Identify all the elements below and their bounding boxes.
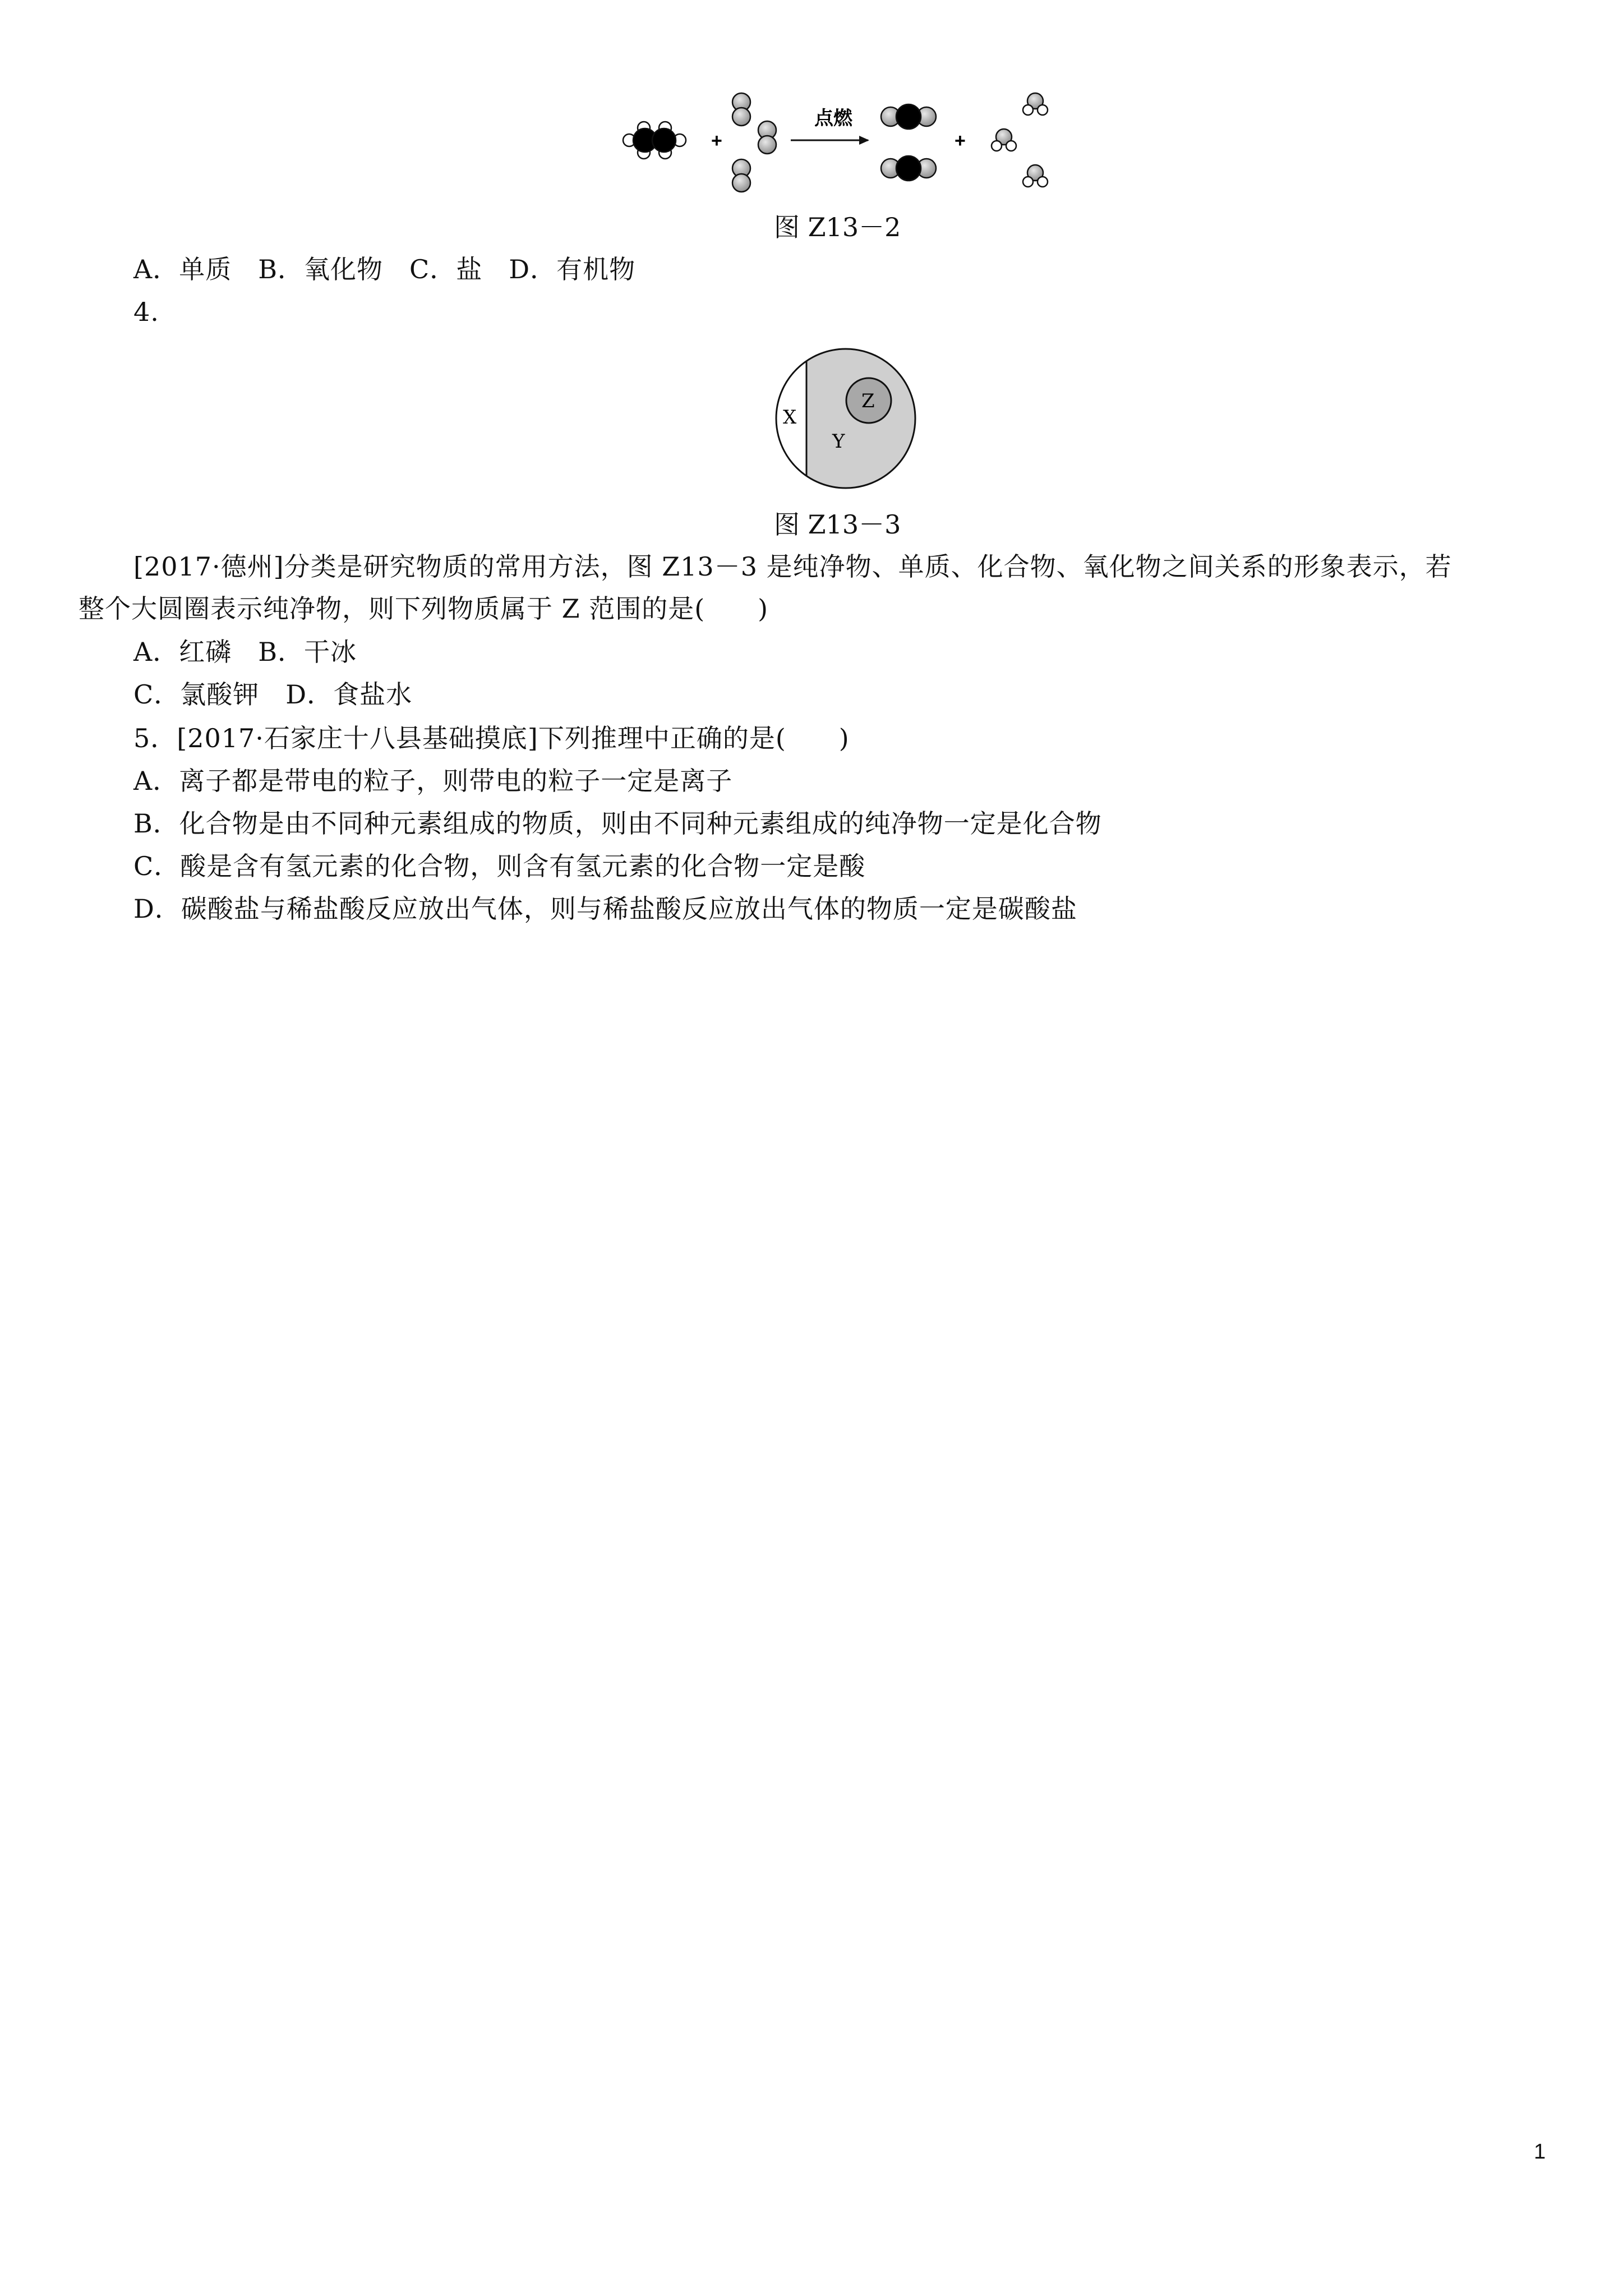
q4-options-line-2: C．氯酸钾 D．食盐水 [133, 679, 413, 710]
product-molecule-2 [992, 93, 1048, 187]
product-molecule-1 [881, 104, 936, 181]
set-diagram [769, 342, 922, 495]
q4-number: 4. [133, 297, 159, 327]
label-y: Y [832, 430, 845, 453]
figure-caption-z13-3: 图 Z13－3 [774, 509, 901, 540]
label-x: X [783, 406, 797, 429]
q5-stem: 5．[2017·石家庄十八县基础摸底]下列推理中正确的是( ) [133, 723, 850, 753]
q5-option-d: D．碳酸盐与稀盐酸反应放出气体，则与稀盐酸反应放出气体的物质一定是碳酸盐 [133, 894, 1077, 924]
q3-options: A．单质 B．氧化物 C．盐 D．有机物 [133, 254, 636, 284]
plus-sign-1: + [711, 130, 722, 151]
reactant-molecule-2 [732, 93, 776, 192]
label-z: Z [861, 390, 875, 412]
q5-option-a: A．离子都是带电的粒子，则带电的粒子一定是离子 [133, 766, 733, 796]
arrow-label: 点燃 [814, 107, 852, 130]
page-number: 1 [1534, 2140, 1546, 2164]
q5-option-b: B．化合物是由不同种元素组成的物质，则由不同种元素组成的纯净物一定是化合物 [133, 808, 1102, 839]
q4-options-line-1: A．红磷 B．干冰 [133, 637, 357, 667]
q4-stem-line-2: 整个大圆圈表示纯净物，则下列物质属于 Z 范围的是( ) [79, 593, 769, 624]
q4-stem-line-1: [2017·德州]分类是研究物质的常用方法，图 Z13－3 是纯净物、单质、化合物、氧化物之间关系的形象表示，若 [133, 551, 1452, 582]
q5-option-c: C．酸是含有氢元素的化合物，则含有氢元素的化合物一定是酸 [133, 851, 866, 881]
reaction-diagram [611, 79, 1077, 202]
figure-caption-z13-2: 图 Z13－2 [774, 212, 901, 242]
plus-sign-2: + [955, 130, 966, 151]
reactant-molecule-1 [623, 122, 686, 159]
